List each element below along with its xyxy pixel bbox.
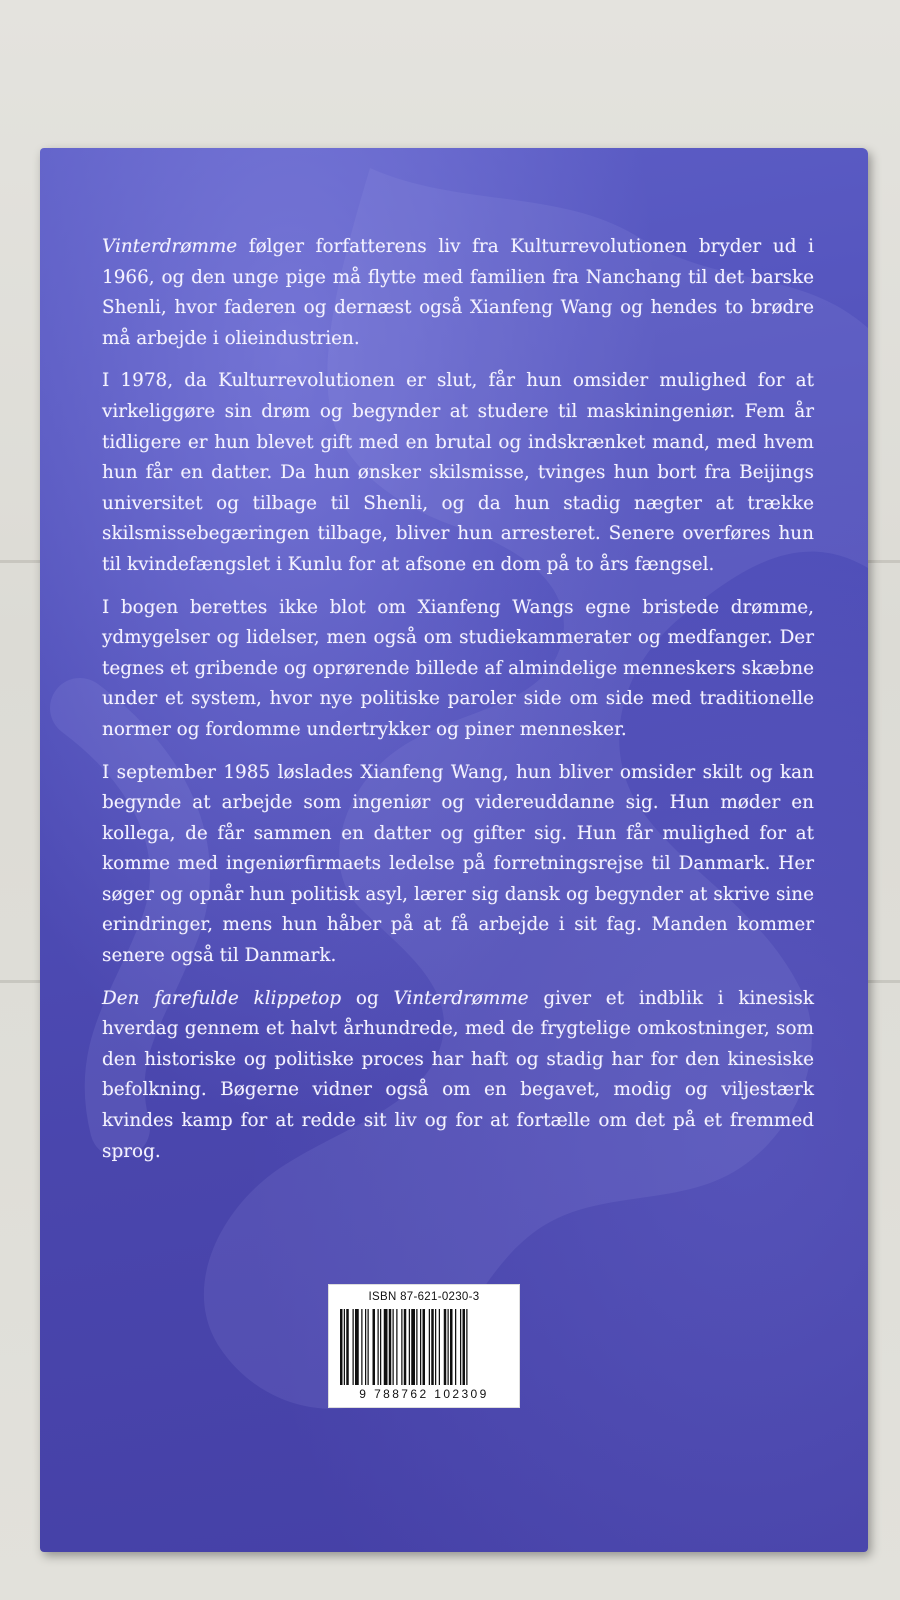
barcode-bar xyxy=(355,1309,359,1385)
barcode-bar xyxy=(431,1309,434,1385)
barcode-bar xyxy=(455,1309,456,1385)
barcode-bar xyxy=(361,1309,362,1385)
barcode-bars xyxy=(339,1309,509,1385)
barcode-bar xyxy=(344,1309,345,1385)
barcode-bar xyxy=(401,1309,402,1385)
book-title-vinterdromme: Vinterdrømme xyxy=(102,236,238,257)
barcode-bar xyxy=(450,1309,453,1385)
blurb-paragraph-1-text: følger forfatterens liv fra Kulturrevolutionen bryder ud i 1966, og den unge pige må flytte med familien fra Nanchang til det barske Shenli, hvor faderen og dernæst også Xianfeng Wang og hendes to brødre må arbejde i olieindustrien. xyxy=(102,236,814,349)
barcode-bar xyxy=(380,1309,381,1385)
barcode-bar xyxy=(448,1309,449,1385)
barcode-bar xyxy=(393,1309,394,1385)
blurb-paragraph-3: I bogen berettes ikke blot om Xianfeng Wangs egne bristede drømme, ydmygelser og lidelser, men også om studiekammerater og medfanger. Der tegnes et gribende og oprørende billede af almindelige menneskers skæbne under et system, hvor nye politiske paroler side om side med traditionelle normer og fordomme undertrykker og piner mennesker. xyxy=(102,596,814,740)
blurb-paragraph-4: I september 1985 løslades Xianfeng Wang, hun bliver omsider skilt og kan begynde at arbejde som ingeniør og videreuddanne sig. Hun møder en kollega, de får sammen en datter og gifter sig. Hun får mulighed for at komme med ingeniørfirmaets ledelse på forretningsrejse til Danmark. Her søger og opnår hun politisk asyl, lærer sig dansk og begynder at skrive sine erindringer, mens hun håber på at få arbejde i sit fag. Manden kommer senere også til Danmark. xyxy=(102,761,814,967)
title-joiner: og xyxy=(341,987,394,1009)
barcode-bar xyxy=(404,1309,407,1385)
barcode-bar xyxy=(373,1309,376,1385)
blurb-paragraph-5-text: giver et indblik i kinesisk hverdag gennem et halvt århundrede, med de frygtelige omkostninger, som den historiske og politiske proces har haft og stadig har for den kinesiske befolkning. Bøgerne vidner også om en begavet, modig og viljestærk kvindes kamp for at redde sit liv og for at fortælle om det på et fremmed sprog. xyxy=(102,987,814,1162)
barcode-bar xyxy=(346,1309,349,1385)
book-back-cover xyxy=(40,148,868,1552)
isbn-number: ISBN 87-621-0230-3 xyxy=(368,1291,480,1303)
barcode-bar xyxy=(389,1309,392,1385)
blurb-paragraph-2: I 1978, da Kulturrevolutionen er slut, får hun omsider mulighed for at virkeliggøre sin drøm og begynder at studere til maskiningeniør. Fem år tidligere er hun blevet gift med en brutal og indskrænket mand, med hvem hun får en datter. Da hun ønsker skilsmisse, tvinges hun bort fra Beijings universitet og tilbage til Shenli, og da hun stadig nægter at trække skilsmissebegæringen tilbage, bliver hun arresteret. Senere overføres hun til kvindefængslet i Kunlu for at afsone en dom på to års fængsel. xyxy=(102,370,814,575)
ean-number: 9 788762 102309 xyxy=(359,1387,489,1401)
barcode-bar xyxy=(416,1309,417,1385)
barcode-bar xyxy=(411,1309,415,1385)
barcode-bar xyxy=(435,1309,436,1385)
barcode-bar xyxy=(460,1309,461,1385)
barcode-bar xyxy=(423,1309,426,1385)
barcode-bar xyxy=(368,1309,369,1385)
blurb-text xyxy=(102,232,814,1179)
barcode-bar xyxy=(384,1309,388,1385)
barcode-bar xyxy=(365,1309,366,1385)
barcode-bar xyxy=(396,1309,397,1385)
book-title-klippetop: Den farefulde klippetop xyxy=(102,987,342,1009)
blurb-paragraph-1 xyxy=(102,232,814,354)
barcode-bar xyxy=(463,1309,466,1385)
barcode-bar xyxy=(340,1309,343,1385)
barcode-bar xyxy=(444,1309,447,1385)
blurb-paragraph-5 xyxy=(102,984,814,1168)
barcode-bar xyxy=(353,1309,354,1385)
barcode-bar xyxy=(420,1309,421,1385)
barcode-bar xyxy=(378,1309,379,1385)
barcode-label xyxy=(328,1284,520,1408)
barcode-bar xyxy=(409,1309,410,1385)
barcode-bar xyxy=(429,1309,430,1385)
book-title-vinterdromme-2: Vinterdrømme xyxy=(393,987,529,1009)
barcode-bar xyxy=(439,1309,440,1385)
barcode-bar xyxy=(466,1309,467,1385)
